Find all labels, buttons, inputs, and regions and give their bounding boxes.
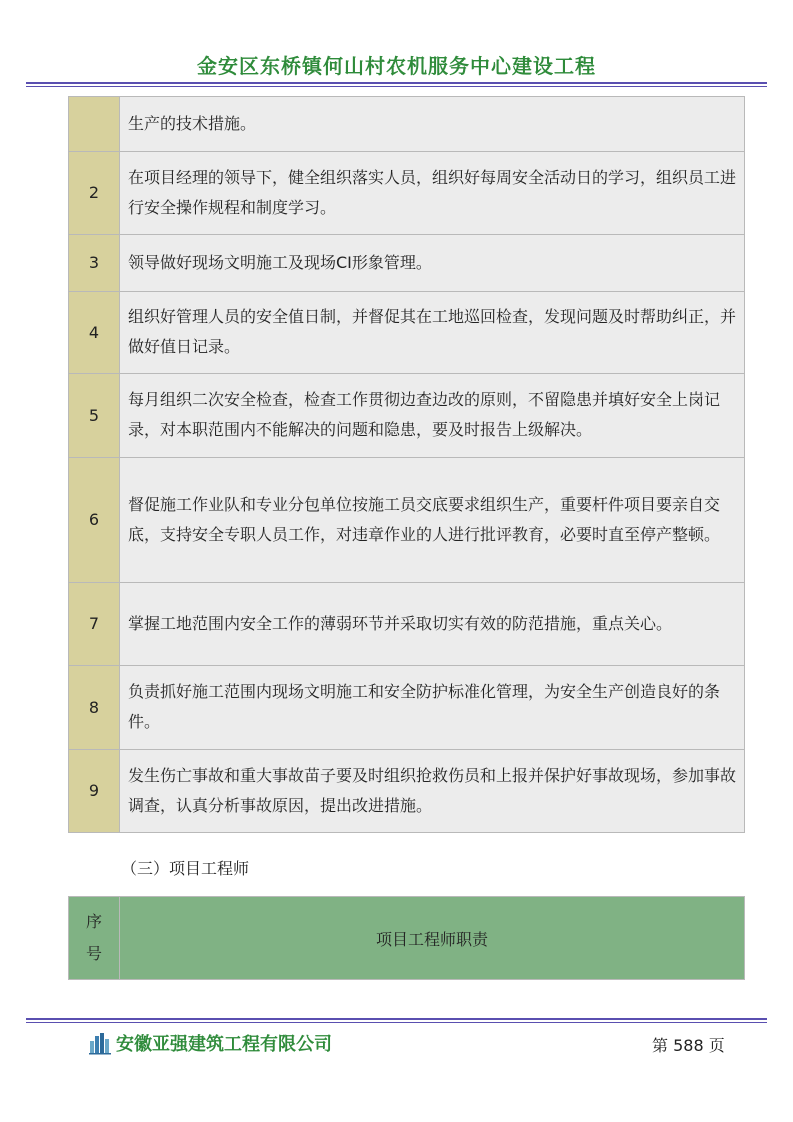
table-row xyxy=(69,666,745,750)
seq-column-header xyxy=(69,897,120,980)
seq-header-char-1: 序 xyxy=(85,912,102,931)
company-name: 安徽亚强建筑工程有限公司 xyxy=(116,1034,332,1055)
header-rule-thick xyxy=(26,82,767,84)
header-rule-thin xyxy=(26,86,767,87)
table-row xyxy=(69,97,745,152)
table-row xyxy=(69,152,745,235)
row-number: 8 xyxy=(69,666,120,750)
table-row xyxy=(69,292,745,374)
duties-column-header: 项目工程师职责 xyxy=(120,897,745,980)
footer-rule-thick xyxy=(26,1018,767,1020)
table-header-row xyxy=(69,897,745,980)
row-text: 发生伤亡事故和重大事故苗子要及时组织抢救伤员和上报并保护好事故现场，参加事故调查，认真分析事故原因，提出改进措施。 xyxy=(120,750,745,833)
row-text: 在项目经理的领导下，健全组织落实人员，组织好每周安全活动日的学习，组织员工进行安全操作规程和制度学习。 xyxy=(120,152,745,235)
row-text: 每月组织二次安全检查，检查工作贯彻边查边改的原则，不留隐患并填好安全上岗记录，对本职范围内不能解决的问题和隐患，要及时报告上级解决。 xyxy=(120,374,745,458)
company-logo-icon xyxy=(88,1031,112,1055)
row-number xyxy=(69,97,120,152)
seq-header-char-2: 号 xyxy=(85,944,102,963)
table-row xyxy=(69,458,745,583)
table-row xyxy=(69,583,745,666)
row-text: 负责抓好施工范围内现场文明施工和安全防护标准化管理，为安全生产创造良好的条件。 xyxy=(120,666,745,750)
row-number: 2 xyxy=(69,152,120,235)
row-text: 领导做好现场文明施工及现场CI形象管理。 xyxy=(120,235,745,292)
footer-rule-thin xyxy=(26,1022,767,1023)
footer-company xyxy=(88,1030,332,1056)
row-number: 3 xyxy=(69,235,120,292)
duties-table xyxy=(68,96,745,833)
row-text: 督促施工作业队和专业分包单位按施工员交底要求组织生产，重要杆件项目要亲自交底，支持安全专职人员工作，对违章作业的人进行批评教育，必要时直至停产整顿。 xyxy=(120,458,745,583)
row-number: 9 xyxy=(69,750,120,833)
table-row xyxy=(69,235,745,292)
table-row xyxy=(69,374,745,458)
engineer-duties-table-header xyxy=(68,896,745,980)
page-number: 第 588 页 xyxy=(652,1036,725,1055)
row-number: 5 xyxy=(69,374,120,458)
table-row xyxy=(69,750,745,833)
row-text: 生产的技术措施。 xyxy=(120,97,745,152)
row-number: 6 xyxy=(69,458,120,583)
row-text: 组织好管理人员的安全值日制，并督促其在工地巡回检查，发现问题及时帮助纠正，并做好值日记录。 xyxy=(120,292,745,374)
row-number: 7 xyxy=(69,583,120,666)
row-text: 掌握工地范围内安全工作的薄弱环节并采取切实有效的防范措施，重点关心。 xyxy=(120,583,745,666)
row-number: 4 xyxy=(69,292,120,374)
document-header-title: 金安区东桥镇何山村农机服务中心建设工程 xyxy=(197,54,596,78)
section-heading: （三）项目工程师 xyxy=(121,859,250,878)
